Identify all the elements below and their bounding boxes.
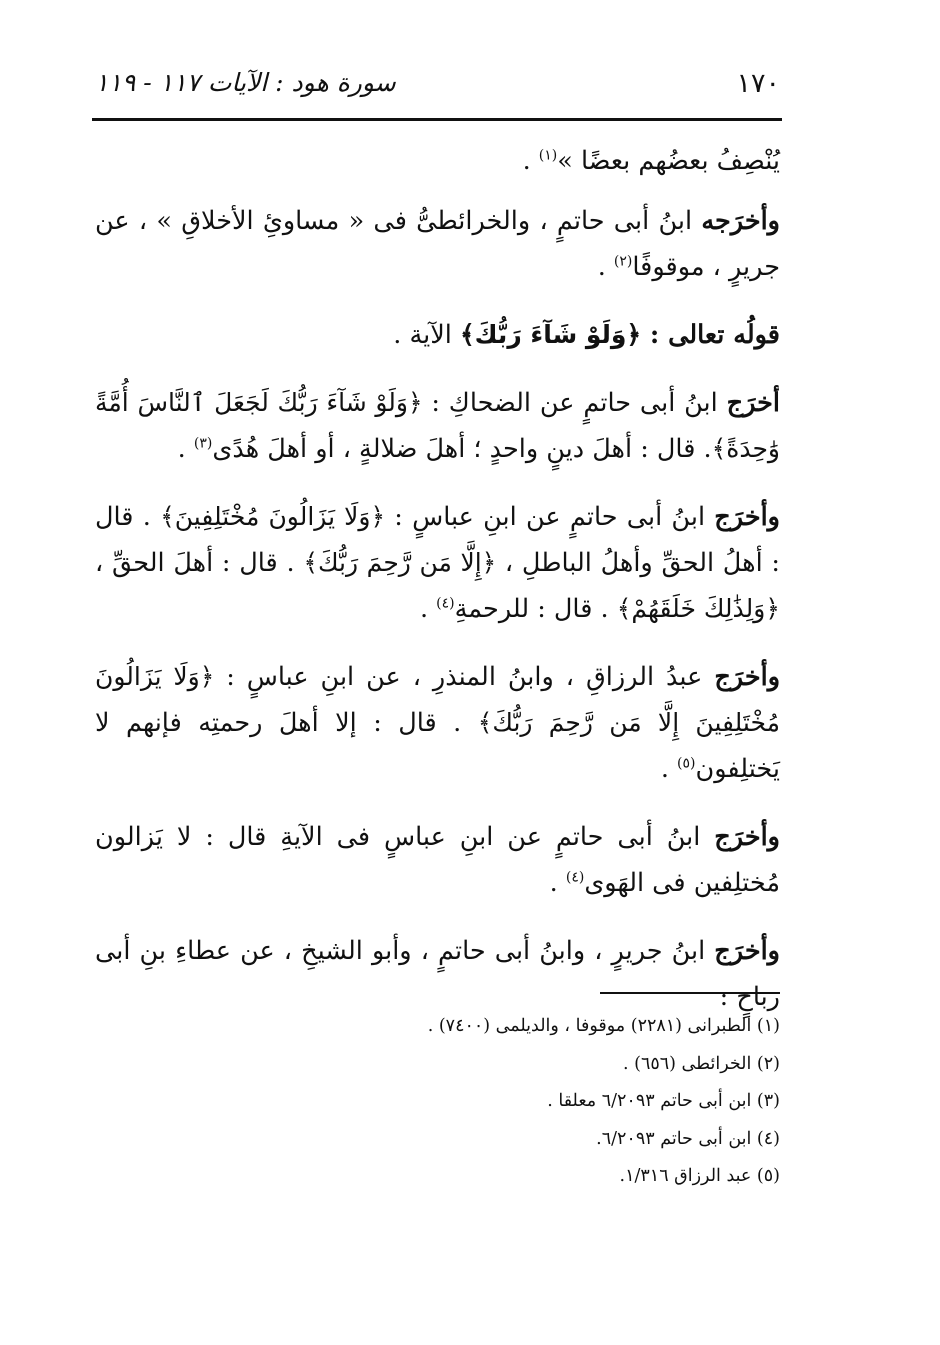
quran-verse: ﴿وَلَا يَزَالُونَ مُخْتَلِفِينَ﴾ (160, 502, 395, 531)
footnote-separator (600, 992, 780, 994)
footnote-ref: (٤) (565, 869, 585, 886)
quran-verse: ﴿وَلَوْ شَآءَ رَبُّكَ﴾ (460, 320, 650, 349)
footnote-2: (٢) الخرائطى (٦٥٦) . (623, 1053, 780, 1074)
paragraph-6: وأخرَج عبدُ الرزاقِ ، وابنُ المنذرِ ، عن ابنِ عباسٍ : ﴿وَلَا يَزَالُونَ مُخْتَلِفِينَ إِلَّا مَن رَّحِمَ رَبُّكَ﴾ . قال : إلا أهلَ رحمتِه فإنهم لا يَختلِفون$^{(٥)}$ . (95, 662, 781, 784)
footnote-ref: (٣) (193, 435, 213, 452)
paragraph-4: أخرَج ابنُ أبى حاتمٍ عن الضحاكِ : ﴿وَلَوْ شَآءَ رَبُّكَ لَجَعَلَ ٱلنَّاسَ أُمَّةً وَٰحِدَةً﴾. قال : أهلَ دينٍ واحدٍ ؛ أهلَ ضلالةٍ ، أو أهلَ هُدًى$^{(٣)}$ . (95, 388, 780, 464)
paragraph-1: يُنْصِفُ بعضُهم بعضًا »$^{(١)}$ . (522, 146, 780, 176)
footnote-3: (٣) ابن أبى حاتم ٦/٢٠٩٣ معلقا . (547, 1091, 780, 1111)
paragraph-5: وأخرَج ابنُ أبى حاتمٍ عن ابنِ عباسٍ : ﴿وَلَا يَزَالُونَ مُخْتَلِفِينَ﴾ . قال : أهلُ الحقِّ وأهلُ الباطلِ ، ﴿إِلَّا مَن رَّحِمَ رَبُّكَ﴾ . قال : أهلَ الحقِّ ، ﴿وَلِذَٰلِكَ خَلَقَهُمْ﴾ . قال : للرحمةِ$^{(٤)}$ . (95, 502, 780, 624)
paragraph-2: وأخرَجه ابنُ أبى حاتمٍ ، والخرائطىُّ فى « مساوئِ الأخلاقِ » ، عن جريرٍ ، موقوفًا$^{(٢)}$ . (95, 206, 780, 282)
footnote-1: (١) الطبرانى (٢٢٨١) موقوفا ، والديلمى (٧٤٠٠) . (427, 1016, 780, 1036)
main-text (95, 138, 780, 1042)
quran-verse: ﴿وَلِذَٰلِكَ خَلَقَهُمْ﴾ (616, 594, 780, 623)
paragraph-8: وأخرَج ابنُ جريرٍ ، وابنُ أبى حاتمٍ ، وأبو الشيخِ ، عن عطاءِ بنِ أبى رباحٍ : (95, 936, 780, 1012)
footnote-ref: (٢) (613, 253, 633, 270)
page-header (95, 68, 780, 108)
page-number: ١٧٠ (736, 68, 780, 99)
quran-verse: ﴿وَلَا يَزَالُونَ مُخْتَلِفِينَ إِلَّا مَن رَّحِمَ رَبُّكَ﴾ (95, 662, 780, 737)
footnote-ref: (١) (538, 147, 558, 164)
footnote-4: (٤) ابن أبى حاتم ٦/٢٠٩٣. (596, 1128, 780, 1149)
header-rule (92, 118, 782, 121)
footnotes (95, 1015, 780, 1203)
footnote-5: (٥) عبد الرزاق ١/٣١٦. (619, 1166, 780, 1186)
quran-verse: ﴿إِلَّا مَن رَّحِمَ رَبُّكَ﴾ (303, 548, 505, 577)
footnote-ref: (٥) (677, 755, 696, 772)
running-title: سورة هود : الآيات ١١٧ - ١١٩ (95, 68, 396, 97)
footnote-ref: (٤) (436, 595, 455, 612)
verse-heading: قولُه تعالى : ﴿وَلَوْ شَآءَ رَبُّكَ﴾ الآية . (393, 320, 780, 350)
quran-verse: ﴿وَلَوْ شَآءَ رَبُّكَ لَجَعَلَ ٱلنَّاسَ أُمَّةً وَٰحِدَةً﴾ (95, 388, 780, 463)
paragraph-7: وأخرَج ابنُ أبى حاتمٍ عن ابنِ عباسٍ فى الآيةِ قال : لا يَزالون مُختلِفين فى الهَوى$^{(٤)}$ . (95, 822, 780, 898)
